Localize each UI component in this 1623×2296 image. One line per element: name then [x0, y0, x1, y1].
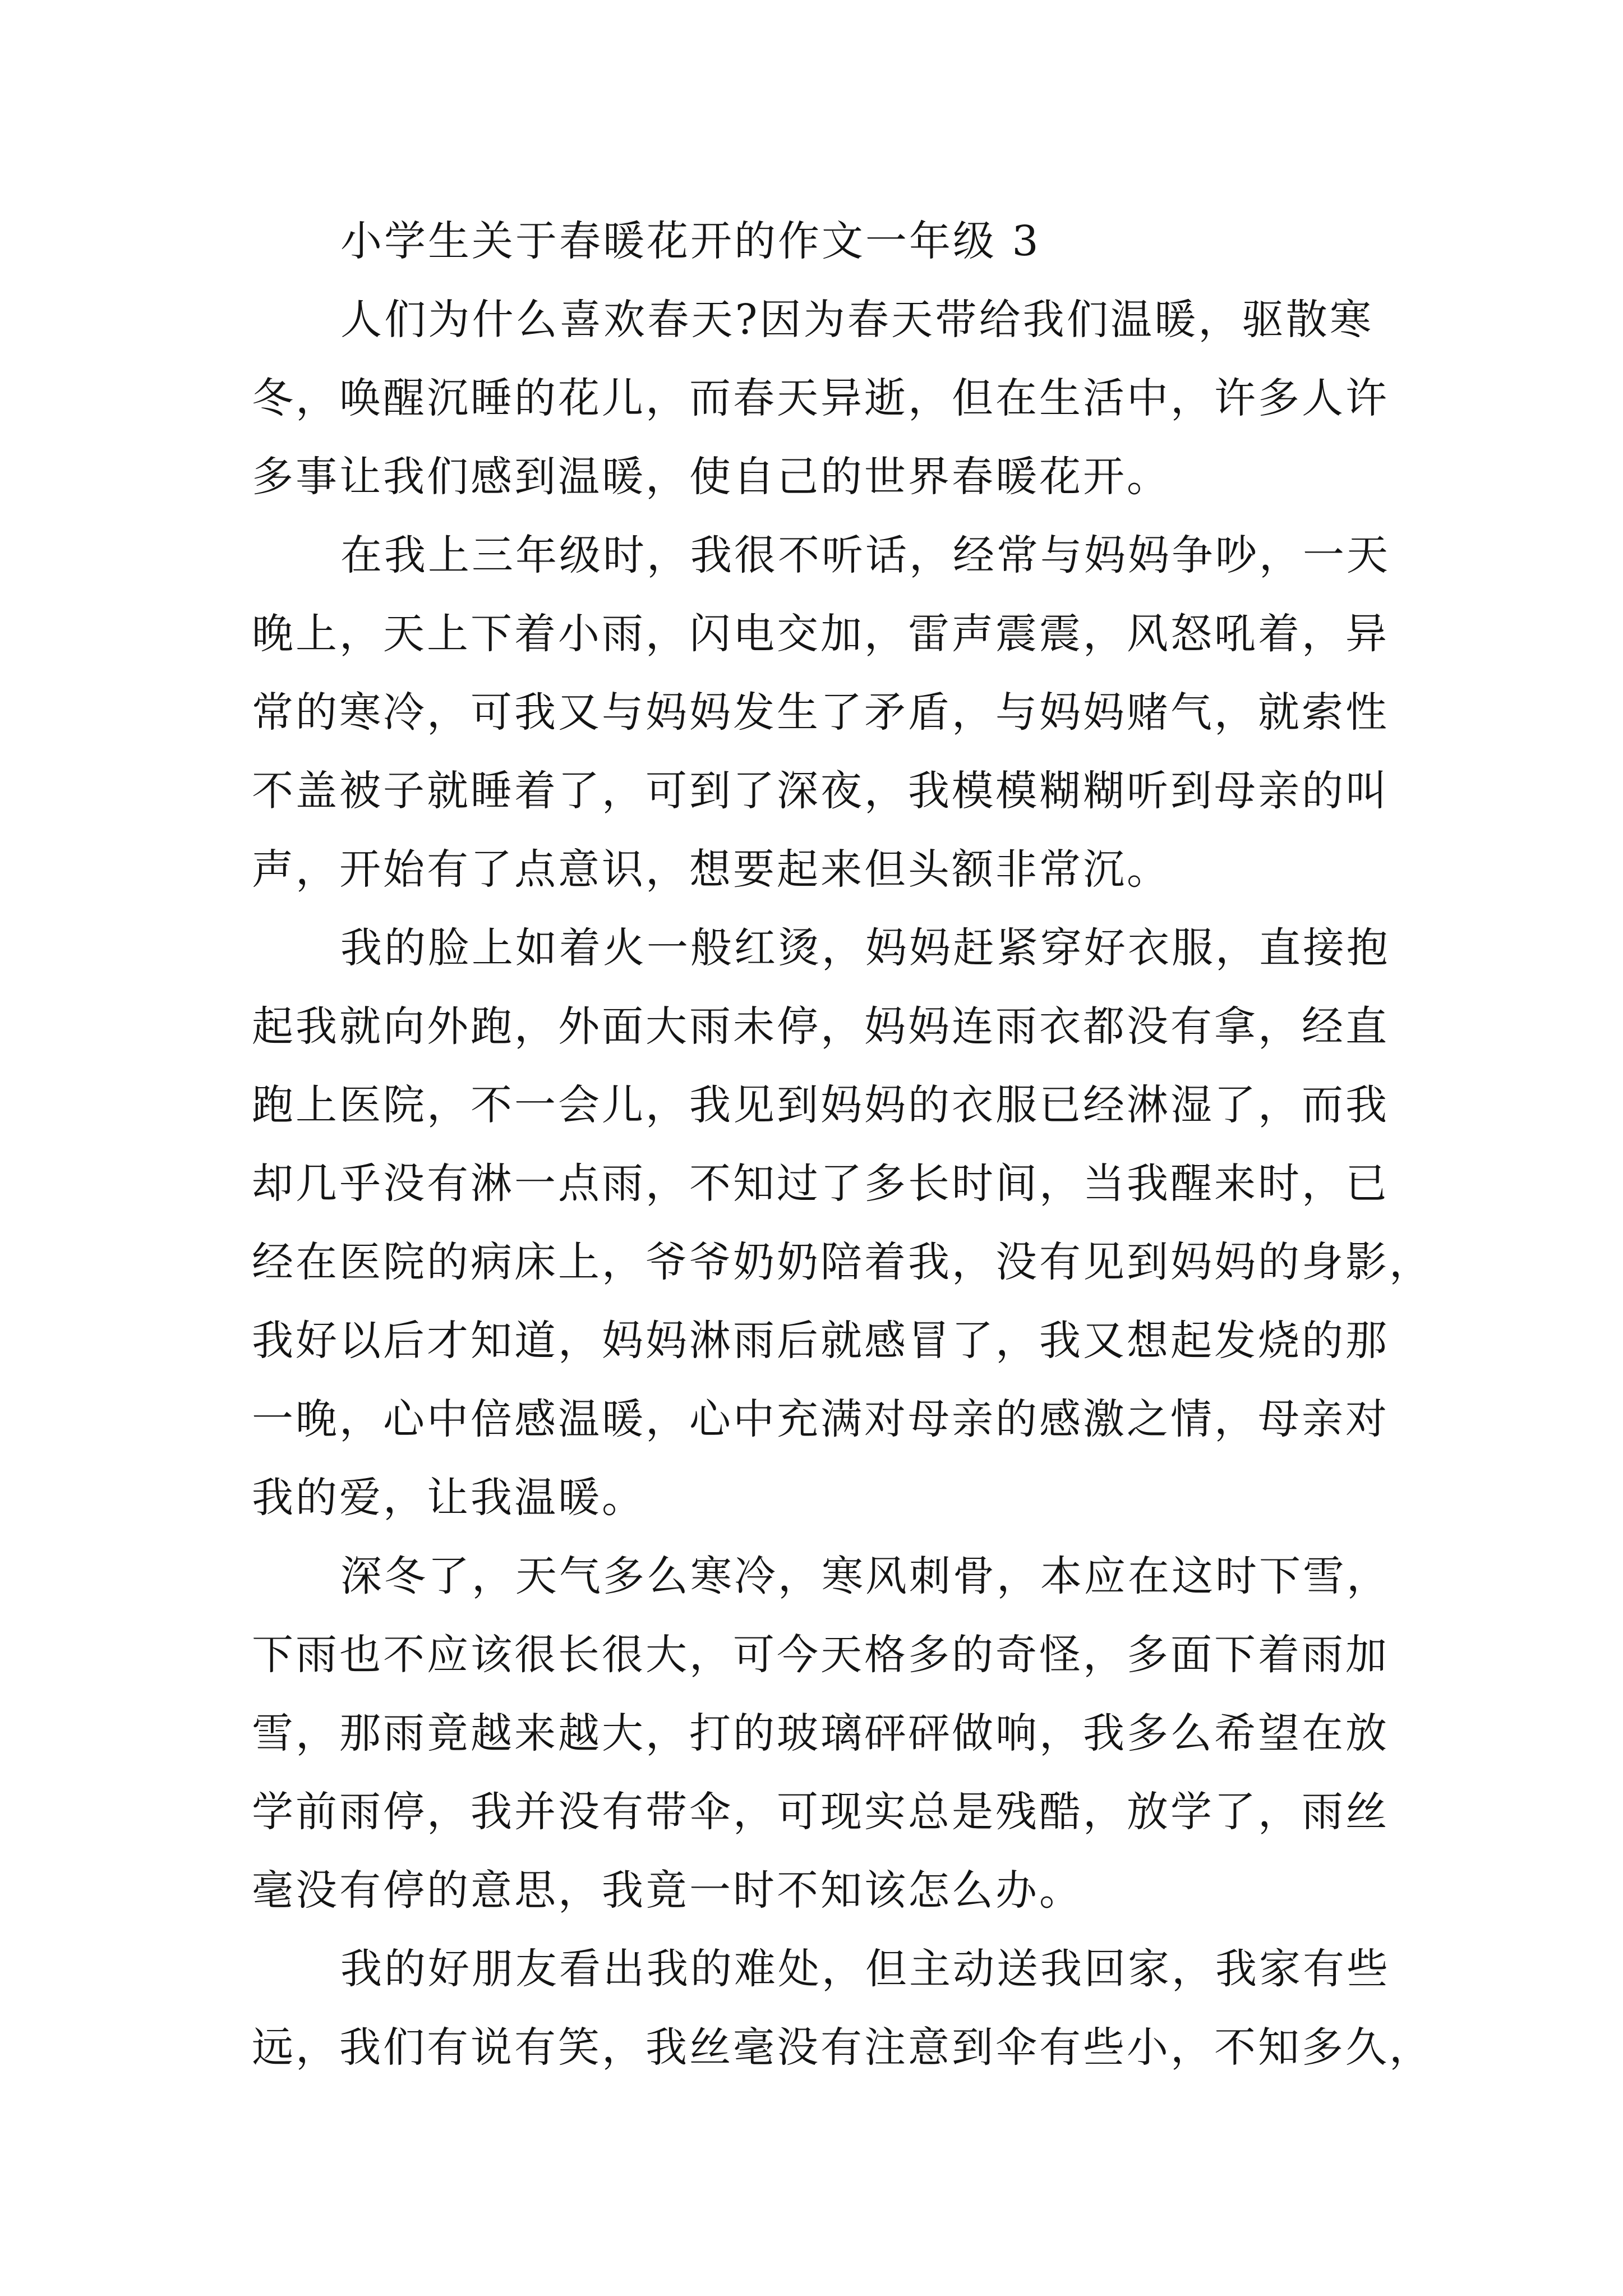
paragraph-line: 我的好朋友看出我的难处，但主动送我回家，我家有些	[340, 1945, 1390, 1993]
paragraph-line: 我好以后才知道，妈妈淋雨后就感冒了，我又想起发烧的那	[252, 1317, 1389, 1365]
paragraph-2	[252, 516, 1390, 909]
paragraph-line: 毫没有停的意思，我竟一时不知该怎么办。	[252, 1866, 1083, 1915]
paragraph-line: 一晚，心中倍感温暖，心中充满对母亲的感激之情，母亲对	[252, 1395, 1389, 1443]
paragraph-line: 却几乎没有淋一点雨，不知过了多长时间，当我醒来时，已	[252, 1159, 1389, 1208]
paragraph-line: 在我上三年级时，我很不听话，经常与妈妈争吵，一天	[340, 531, 1390, 579]
paragraph-3	[252, 909, 1433, 1537]
paragraph-line: 学前雨停，我并没有带伞，可现实总是残酷，放学了，雨丝	[252, 1788, 1389, 1836]
paragraph-line: 常的寒冷，可我又与妈妈发生了矛盾，与妈妈赌气，就索性	[252, 688, 1389, 737]
paragraph-line: 下雨也不应该很长很大，可今天格多的奇怪，多面下着雨加	[252, 1631, 1389, 1679]
paragraph-line: 我的脸上如着火一般红烫，妈妈赶紧穿好衣服，直接抱	[340, 924, 1390, 972]
paragraph-line: 经在医院的病床上，爷爷奶奶陪着我，没有见到妈妈的身影，	[252, 1238, 1433, 1286]
paragraph-4	[252, 1537, 1390, 1930]
paragraph-line: 起我就向外跑，外面大雨未停，妈妈连雨衣都没有拿，经直	[252, 1002, 1389, 1051]
paragraph-line: 声，开始有了点意识，想要起来但头额非常沉。	[252, 845, 1170, 894]
paragraph-line: 远，我们有说有笑，我丝毫没有注意到伞有些小，不知多久，	[252, 2023, 1433, 2072]
paragraph-5	[252, 1930, 1433, 2087]
document-body	[252, 202, 1433, 2087]
paragraph-1	[252, 280, 1389, 516]
paragraph-line: 晚上，天上下着小雨，闪电交加，雷声震震，风怒吼着，异	[252, 610, 1389, 658]
paragraph-line: 冬，唤醒沉睡的花儿，而春天异逝，但在生活中，许多人许	[252, 374, 1389, 422]
paragraph-line: 不盖被子就睡着了，可到了深夜，我模模糊糊听到母亲的叫	[252, 767, 1389, 815]
document-title: 小学生关于春暖花开的作文一年级 3	[340, 217, 1041, 265]
paragraph-line: 我的爱，让我温暖。	[252, 1474, 645, 1522]
paragraph-line: 多事让我们感到温暖，使自己的世界春暖花开。	[252, 453, 1170, 501]
paragraph-line: 深冬了，天气多么寒冷，寒风刺骨，本应在这时下雪，	[340, 1552, 1390, 1600]
paragraph-line: 人们为什么喜欢春天?因为春天带给我们温暖，驱散寒	[340, 296, 1373, 344]
paragraph-line: 跑上医院，不一会儿，我见到妈妈的衣服已经淋湿了，而我	[252, 1081, 1389, 1129]
paragraph-line: 雪，那雨竟越来越大，打的玻璃砰砰做响，我多么希望在放	[252, 1709, 1389, 1757]
